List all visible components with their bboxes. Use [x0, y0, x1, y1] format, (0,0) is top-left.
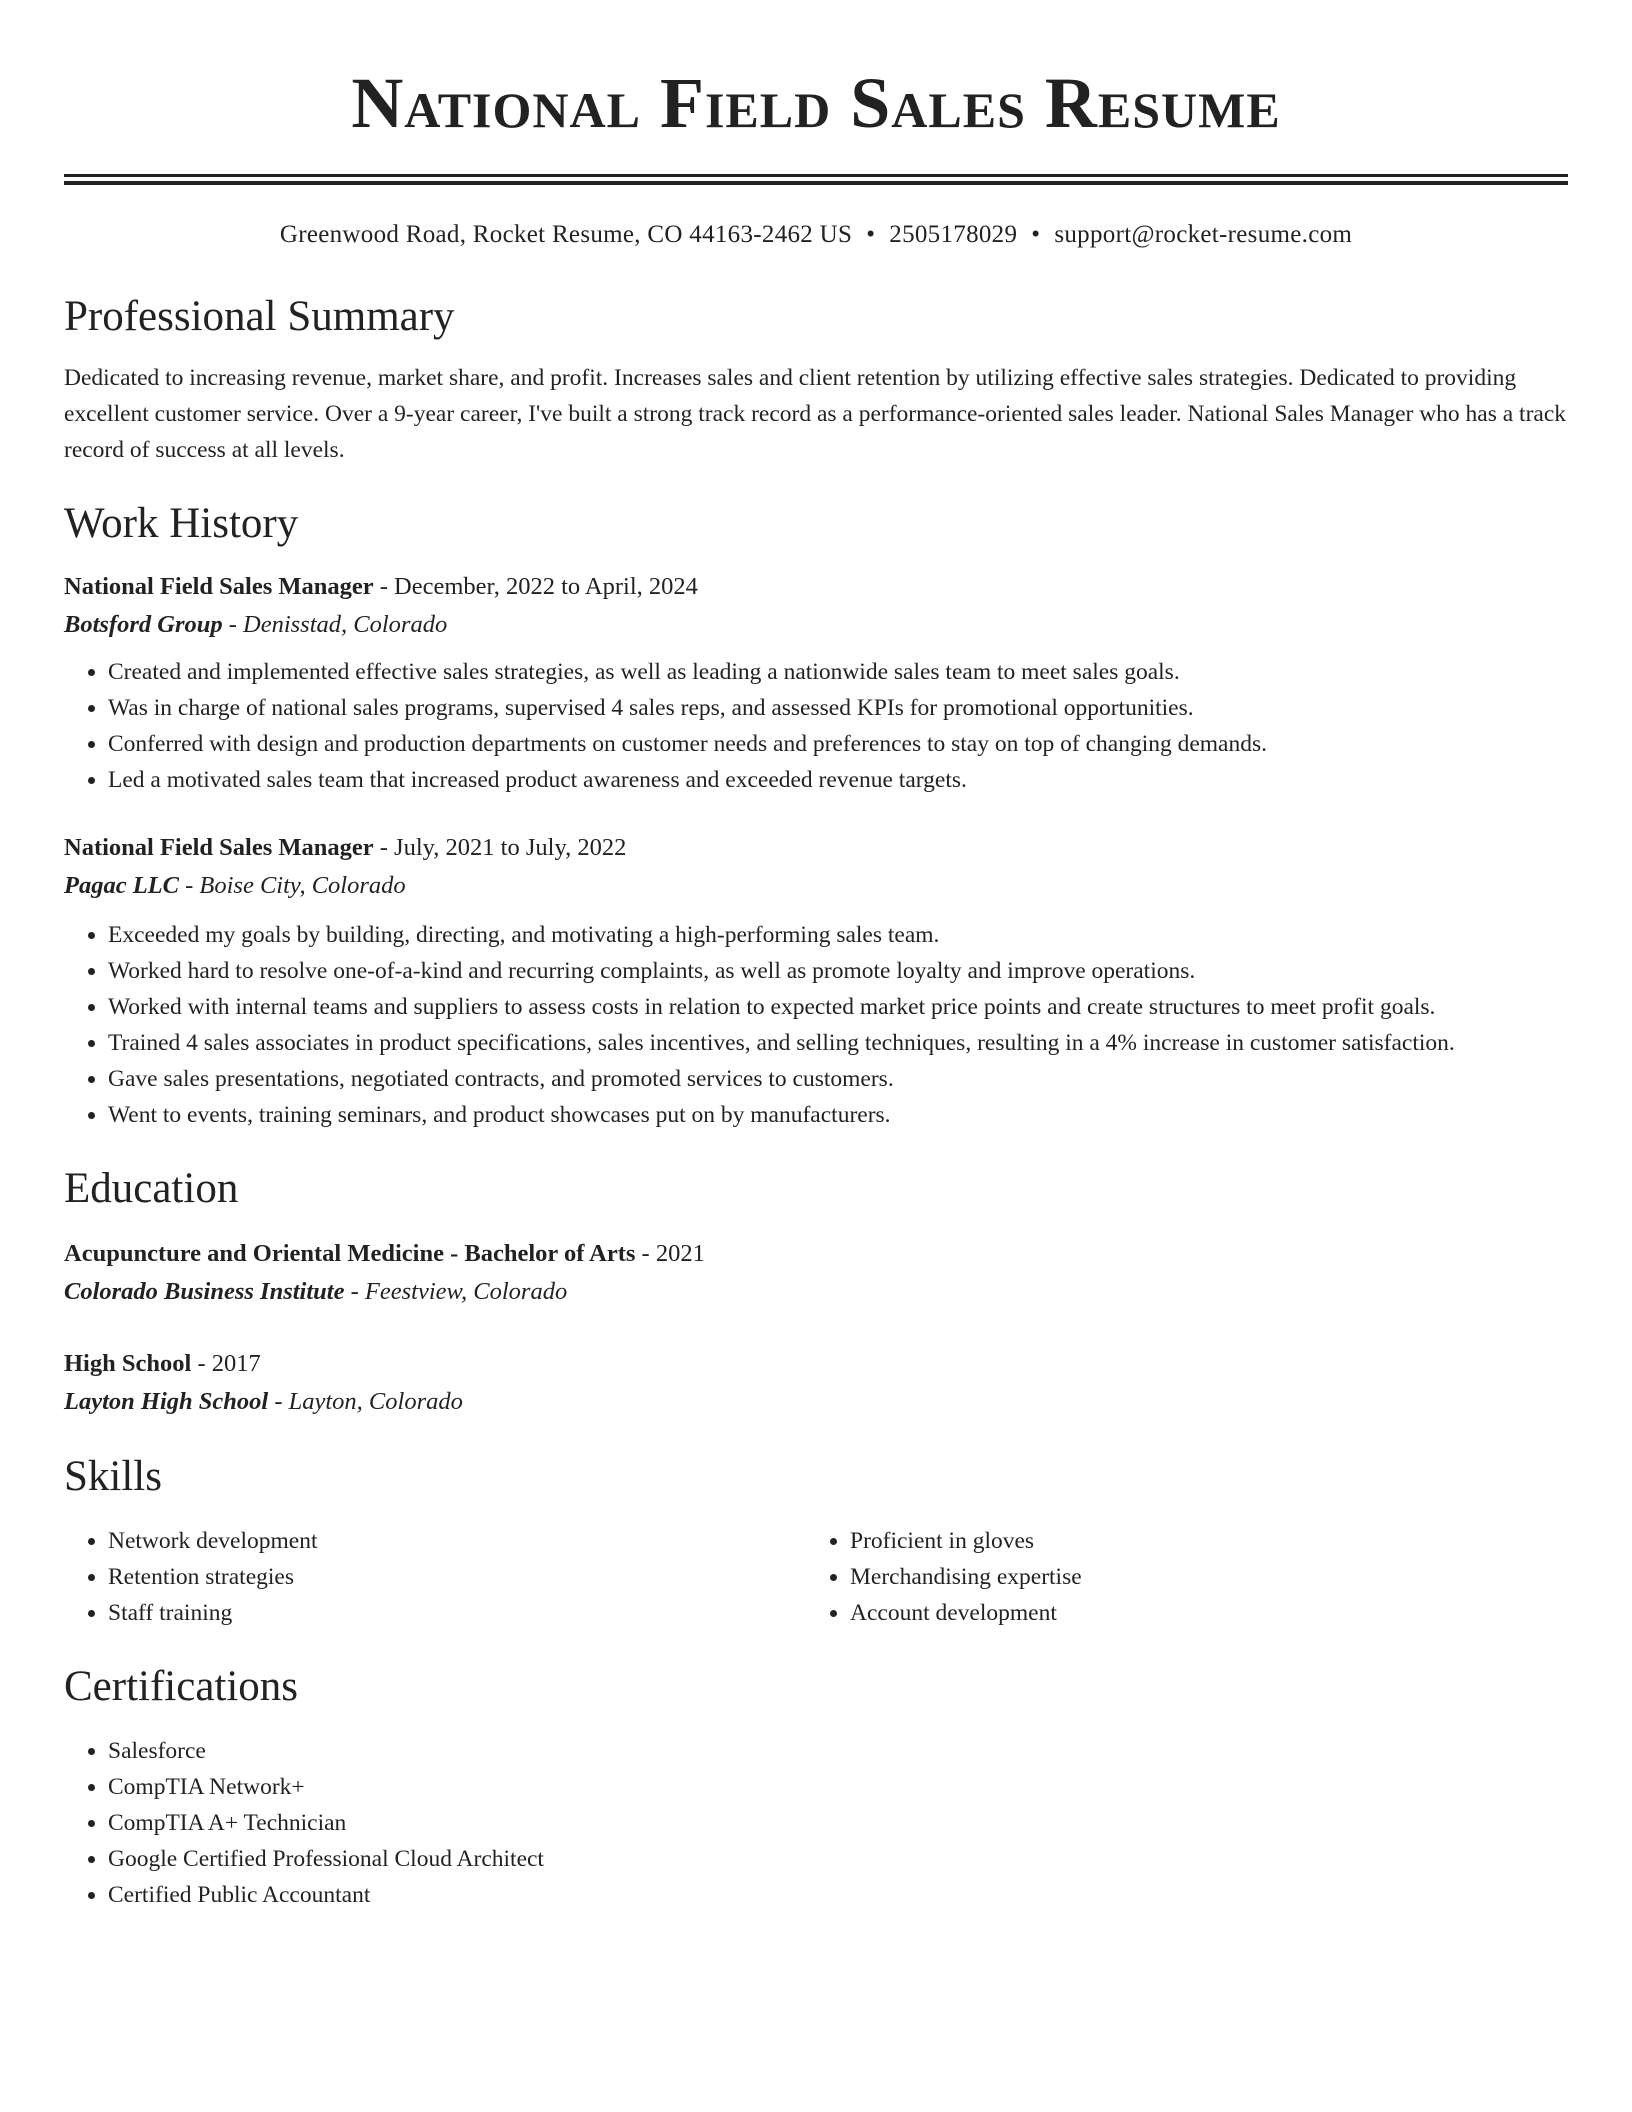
skill-item: • Retention strategies [108, 1559, 806, 1595]
education-entry [64, 1345, 1568, 1421]
summary-text: Dedicated to increasing revenue, market share, and profit. Increases sales and client retention by utilizing effective sales strategies. Dedicated to providing excellent customer service. Over a 9-year career, I've built a strong track record as a performance-oriented sales leader. National Sales Manager who has a track record of success at all levels. [64, 365, 1567, 463]
certifications-heading: Certifications [64, 1663, 299, 1710]
job-bullet: • Was in charge of national sales programs, supervised 4 sales reps, and assessed KPIs for promotional opportunities. [108, 690, 1568, 726]
education-degree: High School [64, 1350, 192, 1377]
education-year: - 2017 [191, 1350, 261, 1377]
summary-heading: Professional Summary [64, 293, 455, 340]
education-school: Layton High School [64, 1388, 269, 1415]
work-history-heading: Work History [64, 500, 299, 547]
contact-separator: • [1031, 221, 1041, 248]
job-title: National Field Sales Manager [64, 834, 374, 861]
job-bullet: • Worked hard to resolve one-of-a-kind and recurring complaints, as well as promote loyalty and improve operations. [108, 953, 1568, 989]
job-entry [64, 829, 1568, 1133]
skills-list [64, 1523, 806, 1631]
skills-column-right [806, 1523, 1548, 1631]
education-location: - Layton, Colorado [268, 1388, 463, 1415]
job-location: - Boise City, Colorado [179, 872, 406, 899]
education-degree: Acupuncture and Oriental Medicine - Bachelor of Arts [64, 1240, 636, 1267]
skills-list [806, 1523, 1548, 1631]
contact-address: Greenwood Road, Rocket Resume, CO 44163-2462 US [279, 221, 853, 248]
job-company-line [64, 867, 1568, 905]
job-entry [64, 568, 1568, 798]
skill-item: • Account development [850, 1595, 1548, 1631]
contact-separator: • [866, 221, 876, 248]
skills-column-left [64, 1523, 806, 1631]
contact-line [64, 219, 1568, 251]
job-bullet: • Created and implemented effective sales strategies, as well as leading a nationwide sales team to meet sales goals. [108, 654, 1568, 690]
job-bullet: • Trained 4 sales associates in product specifications, sales incentives, and selling techniques, resulting in a 4% increase in customer satisfaction. [108, 1025, 1568, 1061]
resume-title: National Field Sales Resume [351, 63, 1281, 143]
certification-item: • Salesforce [108, 1733, 1568, 1769]
certification-item: • CompTIA A+ Technician [108, 1805, 1568, 1841]
skill-item: • Merchandising expertise [850, 1559, 1548, 1595]
certification-item: • Google Certified Professional Cloud Architect [108, 1841, 1568, 1877]
title-double-rule [64, 174, 1568, 185]
skills-heading: Skills [64, 1453, 162, 1500]
skills-grid [64, 1523, 1568, 1631]
education-entry [64, 1235, 1568, 1311]
job-bullet: • Worked with internal teams and suppliers to assess costs in relation to expected market price points and create structures to meet profit goals. [108, 989, 1568, 1025]
job-bullet: • Exceeded my goals by building, directing, and motivating a high-performing sales team. [108, 917, 1568, 953]
skill-item: • Network development [108, 1523, 806, 1559]
job-bullet: • Gave sales presentations, negotiated contracts, and promoted services to customers. [108, 1061, 1568, 1097]
contact-phone: 2505178029 [889, 221, 1018, 248]
job-bullet-list [64, 917, 1568, 1133]
education-year: - 2021 [635, 1240, 705, 1267]
job-company: Botsford Group [64, 611, 223, 638]
job-bullet: • Led a motivated sales team that increased product awareness and exceeded revenue targets. [108, 762, 1568, 798]
job-title-line [64, 568, 1568, 606]
job-bullet: • Conferred with design and production departments on customer needs and preferences to stay on top of changing demands. [108, 726, 1568, 762]
education-location: - Feestview, Colorado [344, 1278, 568, 1305]
contact-email: support@rocket-resume.com [1054, 221, 1353, 248]
skill-item: • Proficient in gloves [850, 1523, 1548, 1559]
job-bullet: • Went to events, training seminars, and product showcases put on by manufacturers. [108, 1097, 1568, 1133]
education-degree-line [64, 1345, 1568, 1383]
job-title-line [64, 829, 1568, 867]
job-bullet-list [64, 654, 1568, 798]
certification-item: • Certified Public Accountant [108, 1877, 1568, 1913]
job-location: - Denisstad, Colorado [222, 611, 448, 638]
job-company-line [64, 606, 1568, 644]
job-company: Pagac LLC [64, 872, 179, 899]
skill-item: • Staff training [108, 1595, 806, 1631]
education-school-line [64, 1273, 1568, 1311]
job-dates: - July, 2021 to July, 2022 [373, 834, 627, 861]
education-school-line [64, 1383, 1568, 1421]
education-degree-line [64, 1235, 1568, 1273]
certification-item: • CompTIA Network+ [108, 1769, 1568, 1805]
job-dates: - December, 2022 to April, 2024 [373, 573, 698, 600]
job-title: National Field Sales Manager [64, 573, 374, 600]
education-heading: Education [64, 1165, 239, 1212]
certifications-list [64, 1733, 1568, 1913]
education-school: Colorado Business Institute [64, 1278, 345, 1305]
